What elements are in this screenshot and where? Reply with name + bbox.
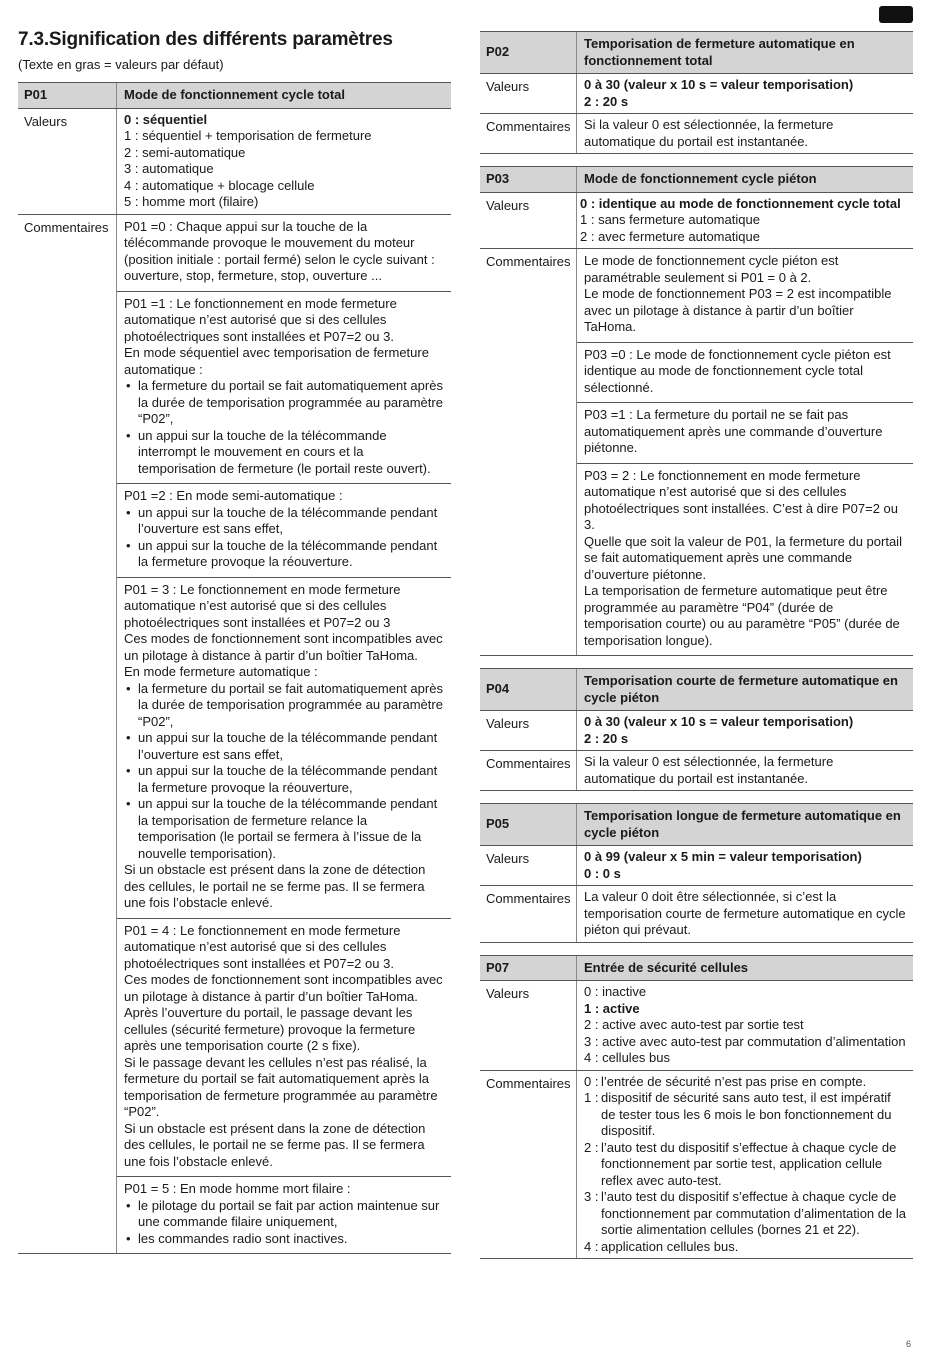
comments-label: Commentaires bbox=[480, 114, 577, 153]
item-number: 4 : bbox=[584, 1238, 599, 1254]
value-line: 2 : 20 s bbox=[584, 93, 629, 109]
values-label: Valeurs bbox=[18, 109, 117, 214]
value-line: 0 : 0 s bbox=[584, 865, 621, 881]
comments-label: Commentaires bbox=[480, 1071, 577, 1259]
comment-line: Si un obstacle est présent dans la zone de détection des cellules, le portail ne se ferme pas. Il se fermera une fois l’obstacle enlevé. bbox=[124, 1120, 426, 1169]
values-content bbox=[577, 711, 913, 750]
param-header bbox=[18, 82, 451, 109]
value-line: 2 : active avec auto-test par sortie test bbox=[584, 1017, 804, 1032]
values-row bbox=[480, 981, 913, 1071]
bullet-list bbox=[124, 1198, 444, 1248]
bullet-item: • un appui sur la touche de la télécommande interrompt le mouvement en cours et la temporisation de fermeture (le portail reste ouvert). bbox=[124, 428, 444, 478]
item-text: application cellules bus. bbox=[601, 1238, 739, 1254]
values-content bbox=[577, 74, 913, 113]
bullet-item: • le pilotage du portail se fait par action maintenue sur une commande filaire uniquement, bbox=[124, 1198, 444, 1231]
comment-line: Si le passage devant les cellules n’est pas réalisé, la fermeture du portail se fait automatiquement après la temporisation de fermeture programmée au paramètre “P02”. bbox=[124, 1054, 438, 1119]
values-content bbox=[577, 846, 913, 885]
param-title: Temporisation courte de fermeture automatique en cycle piéton bbox=[584, 673, 898, 705]
param-table-p02 bbox=[480, 31, 913, 154]
bullet-item: • un appui sur la touche de la télécommande pendant l’ouverture est sans effet, bbox=[124, 730, 444, 763]
comment-cell bbox=[577, 249, 913, 343]
item-text: dispositif de sécurité sans auto test, il est impératif de tester tous les 6 mois le bon fonctionnement du dispositif. bbox=[601, 1090, 892, 1138]
values-row bbox=[480, 74, 913, 114]
item-text: l’auto test du dispositif s’effectue à chaque cycle de fonctionnement par commutation d’alimentation de la sortie alimentation cellules (bornes 21 et 22). bbox=[601, 1189, 906, 1237]
comment-cell bbox=[577, 403, 913, 464]
item-text: l’entrée de sécurité n’est pas prise en compte. bbox=[601, 1073, 867, 1089]
comment-line: Le mode de fonctionnement cycle piéton est paramétrable seulement si P01 = 0 à 2. bbox=[584, 253, 839, 285]
values-label: Valeurs bbox=[480, 193, 577, 249]
comment-cell bbox=[577, 343, 913, 404]
section-title: 7.3.Signification des différents paramètres bbox=[18, 29, 393, 50]
value-line: 2 : semi-automatique bbox=[124, 144, 246, 160]
page-corner-tab bbox=[879, 6, 913, 23]
section-subtitle: (Texte en gras = valeurs par défaut) bbox=[18, 57, 224, 72]
comment-line: Après l’ouverture du portail, le passage devant les cellules (sécurité fermeture) provoque la fermeture après une temporisation courte (2 s fixe). bbox=[124, 1005, 416, 1053]
bullet-list bbox=[124, 505, 444, 571]
comments-label: Commentaires bbox=[480, 249, 577, 655]
bullet-item: • un appui sur la touche de la télécommande pendant la temporisation de fermeture relance la temporisation (le portail se fermera à l’issue de la nouvelle temporisation). bbox=[124, 796, 444, 862]
bullet-list bbox=[124, 681, 444, 863]
bullet-item: • un appui sur la touche de la télécommande pendant la fermeture provoque la réouverture, bbox=[124, 763, 444, 796]
comment-line: Ces modes de fonctionnement sont incompatibles avec un pilotage à distance à partir d’un boîtier TaHoma. bbox=[124, 631, 443, 663]
comment-cell bbox=[117, 1177, 451, 1253]
param-header bbox=[480, 166, 913, 193]
value-line: 0 à 30 (valeur x 10 s = valeur temporisation) bbox=[584, 714, 854, 729]
comments-content bbox=[577, 1071, 913, 1259]
value-line: 0 : inactive bbox=[584, 984, 647, 999]
item-number: 3 : bbox=[584, 1189, 599, 1204]
value-line: 1 : sans fermeture automatique bbox=[580, 212, 760, 227]
numbered-item bbox=[584, 1189, 906, 1239]
values-row bbox=[18, 109, 451, 215]
comment-line: En mode séquentiel avec temporisation de fermeture automatique : bbox=[124, 345, 429, 377]
bullet-item: • un appui sur la touche de la télécommande pendant la fermeture provoque la réouverture. bbox=[124, 538, 444, 571]
bullet-item: • la fermeture du portail se fait automatiquement après la durée de temporisation programmée au paramètre “P02”, bbox=[124, 378, 444, 428]
item-number: 1 : bbox=[584, 1090, 599, 1105]
value-line: 0 : identique au mode de fonctionnement cycle total bbox=[580, 195, 901, 211]
bullet-list bbox=[124, 378, 444, 477]
item-text: l’auto test du dispositif s’effectue à chaque cycle de fonctionnement par sortie test, application cellule reflex avec auto-test. bbox=[601, 1139, 897, 1188]
numbered-list bbox=[584, 1074, 906, 1256]
param-title: Temporisation de fermeture automatique en fonctionnement total bbox=[584, 36, 855, 68]
comments-row bbox=[480, 249, 913, 656]
comments-row bbox=[480, 886, 913, 943]
comment-cell bbox=[117, 215, 451, 292]
param-table-p03 bbox=[480, 166, 913, 656]
page-number: 6 bbox=[906, 1339, 912, 1349]
comments-label: Commentaires bbox=[18, 215, 117, 1254]
value-line: 3 : automatique bbox=[124, 161, 214, 176]
comment-line: P01 = 3 : Le fonctionnement en mode fermeture automatique n’est autorisé que si des cellules photoélectriques sont installées et P07=2 ou 3 bbox=[124, 581, 401, 630]
comment-line: P01 = 4 : Le fonctionnement en mode fermeture automatique n’est autorisé que si des cellules photoélectriques sont installées et P07=2 ou 3. bbox=[124, 922, 401, 971]
numbered-item bbox=[584, 1239, 906, 1256]
param-header bbox=[480, 668, 913, 711]
comment-line: P03 =1 : La fermeture du portail ne se fait pas automatiquement après une commande d’ouverture piétonne. bbox=[584, 407, 883, 455]
param-code: P02 bbox=[480, 32, 577, 73]
comment-line: Ces modes de fonctionnement sont incompatibles avec un pilotage à distance à partir d’un boîtier TaHoma. bbox=[124, 972, 443, 1004]
comment-cell bbox=[117, 292, 451, 485]
param-title: Mode de fonctionnement cycle piéton bbox=[584, 171, 817, 186]
comment-line: La temporisation de fermeture automatique peut être programmée au paramètre “P04” (durée de temporisation courte) ou au paramètre “P05” (durée de temporisation longue). bbox=[584, 583, 900, 648]
comment-cell bbox=[577, 464, 913, 656]
values-row bbox=[480, 846, 913, 886]
param-code: P01 bbox=[18, 83, 117, 108]
param-table-p07 bbox=[480, 955, 913, 1260]
value-line: 5 : homme mort (filaire) bbox=[124, 194, 259, 209]
comment-line: Quelle que soit la valeur de P01, la fermeture du portail se fait automatiquement après une commande d’ouverture piétonne. bbox=[584, 533, 902, 582]
value-line: 4 : cellules bus bbox=[584, 1050, 670, 1065]
item-number: 2 : bbox=[584, 1139, 599, 1155]
comment-line: P01 =0 : Chaque appui sur la touche de la télécommande provoque le mouvement du moteur (position initiale : portail fermé) selon le cycle suivant : ouverture, stop, fermeture, stop, ouverture ... bbox=[124, 218, 435, 283]
left-column bbox=[18, 82, 451, 1266]
values-label: Valeurs bbox=[480, 846, 577, 885]
comments-row bbox=[480, 1071, 913, 1260]
numbered-item bbox=[584, 1090, 906, 1140]
comment-line: P03 = 2 : Le fonctionnement en mode fermeture automatique n’est autorisé que si des cellules photoélectriques sont installées. C’est à dire P07=2 ou 3. bbox=[584, 467, 898, 532]
values-row bbox=[480, 193, 913, 250]
value-line: 3 : active avec auto-test par commutation d’alimentation bbox=[584, 1033, 906, 1049]
comment-line: P03 =0 : Le mode de fonctionnement cycle piéton est identique au mode de fonctionnement cycle total sélectionné. bbox=[584, 346, 891, 395]
values-label: Valeurs bbox=[480, 981, 577, 1070]
values-row bbox=[480, 711, 913, 751]
values-content bbox=[577, 981, 913, 1070]
comment-line: P01 =1 : Le fonctionnement en mode fermeture automatique n’est autorisé que si des cellules photoélectriques sont installées et P07=2 ou 3. bbox=[124, 295, 397, 344]
param-code: P05 bbox=[480, 804, 577, 845]
param-table-p04 bbox=[480, 668, 913, 791]
numbered-item bbox=[584, 1140, 906, 1190]
value-line: 4 : automatique + blocage cellule bbox=[124, 177, 315, 193]
param-title: Entrée de sécurité cellules bbox=[584, 959, 749, 975]
bullet-item: • les commandes radio sont inactives. bbox=[124, 1231, 444, 1248]
comments-content bbox=[117, 215, 451, 1254]
values-label: Valeurs bbox=[480, 74, 577, 113]
param-header bbox=[480, 31, 913, 74]
value-line: 0 : séquentiel bbox=[124, 111, 208, 127]
param-table-p01 bbox=[18, 82, 451, 1254]
comments-content bbox=[577, 249, 913, 655]
param-code: P04 bbox=[480, 669, 577, 710]
values-content bbox=[117, 109, 451, 214]
comment-line: P01 = 5 : En mode homme mort filaire : bbox=[124, 1181, 351, 1196]
comment-line: P01 =2 : En mode semi-automatique : bbox=[124, 488, 343, 503]
bullet-item: • un appui sur la touche de la télécommande pendant l’ouverture est sans effet, bbox=[124, 505, 444, 538]
numbered-item bbox=[584, 1074, 906, 1091]
value-line: 1 : séquentiel + temporisation de fermeture bbox=[124, 128, 372, 143]
param-title: Mode de fonctionnement cycle total bbox=[124, 87, 346, 102]
comment-cell bbox=[117, 484, 451, 578]
comments-label: Commentaires bbox=[480, 886, 577, 942]
comments-row bbox=[480, 114, 913, 154]
comments-label: Commentaires bbox=[480, 751, 577, 790]
item-number: 0 : bbox=[584, 1073, 599, 1089]
param-header bbox=[480, 955, 913, 982]
comment-line: En mode fermeture automatique : bbox=[124, 664, 318, 679]
comments-row bbox=[18, 215, 451, 1255]
right-column bbox=[480, 31, 913, 1271]
value-line: 1 : active bbox=[584, 1000, 640, 1016]
comment-text: Si la valeur 0 est sélectionnée, la fermeture automatique du portail est instantanée. bbox=[584, 754, 834, 786]
value-line: 2 : avec fermeture automatique bbox=[580, 228, 760, 244]
comment-cell bbox=[117, 578, 451, 919]
param-header bbox=[480, 803, 913, 846]
param-code: P03 bbox=[480, 167, 577, 192]
comment-line: Le mode de fonctionnement P03 = 2 est incompatible avec un pilotage à distance à partir d’un boîtier TaHoma. bbox=[584, 286, 892, 334]
param-title: Temporisation longue de fermeture automatique en cycle piéton bbox=[584, 808, 901, 840]
comment-text: Si la valeur 0 est sélectionnée, la fermeture automatique du portail est instantanée. bbox=[584, 117, 834, 149]
comment-cell bbox=[117, 919, 451, 1178]
value-line: 2 : 20 s bbox=[584, 730, 629, 746]
comment-text: La valeur 0 doit être sélectionnée, si c’est la temporisation courte de fermeture automatique en cycle piéton qui prévaut. bbox=[584, 889, 906, 937]
bullet-item: • la fermeture du portail se fait automatiquement après la durée de temporisation programmée au paramètre “P02”, bbox=[124, 681, 444, 731]
comments-row bbox=[480, 751, 913, 791]
values-label: Valeurs bbox=[480, 711, 577, 750]
value-line: 0 à 99 (valeur x 5 min = valeur temporisation) bbox=[584, 849, 862, 864]
values-content bbox=[577, 193, 913, 249]
param-table-p05 bbox=[480, 803, 913, 943]
value-line: 0 à 30 (valeur x 10 s = valeur temporisation) bbox=[584, 77, 854, 92]
param-code: P07 bbox=[480, 956, 577, 981]
comment-line: Si un obstacle est présent dans la zone de détection des cellules, le portail ne se ferme pas. Il se fermera une fois l’obstacle enlevé. bbox=[124, 862, 426, 910]
